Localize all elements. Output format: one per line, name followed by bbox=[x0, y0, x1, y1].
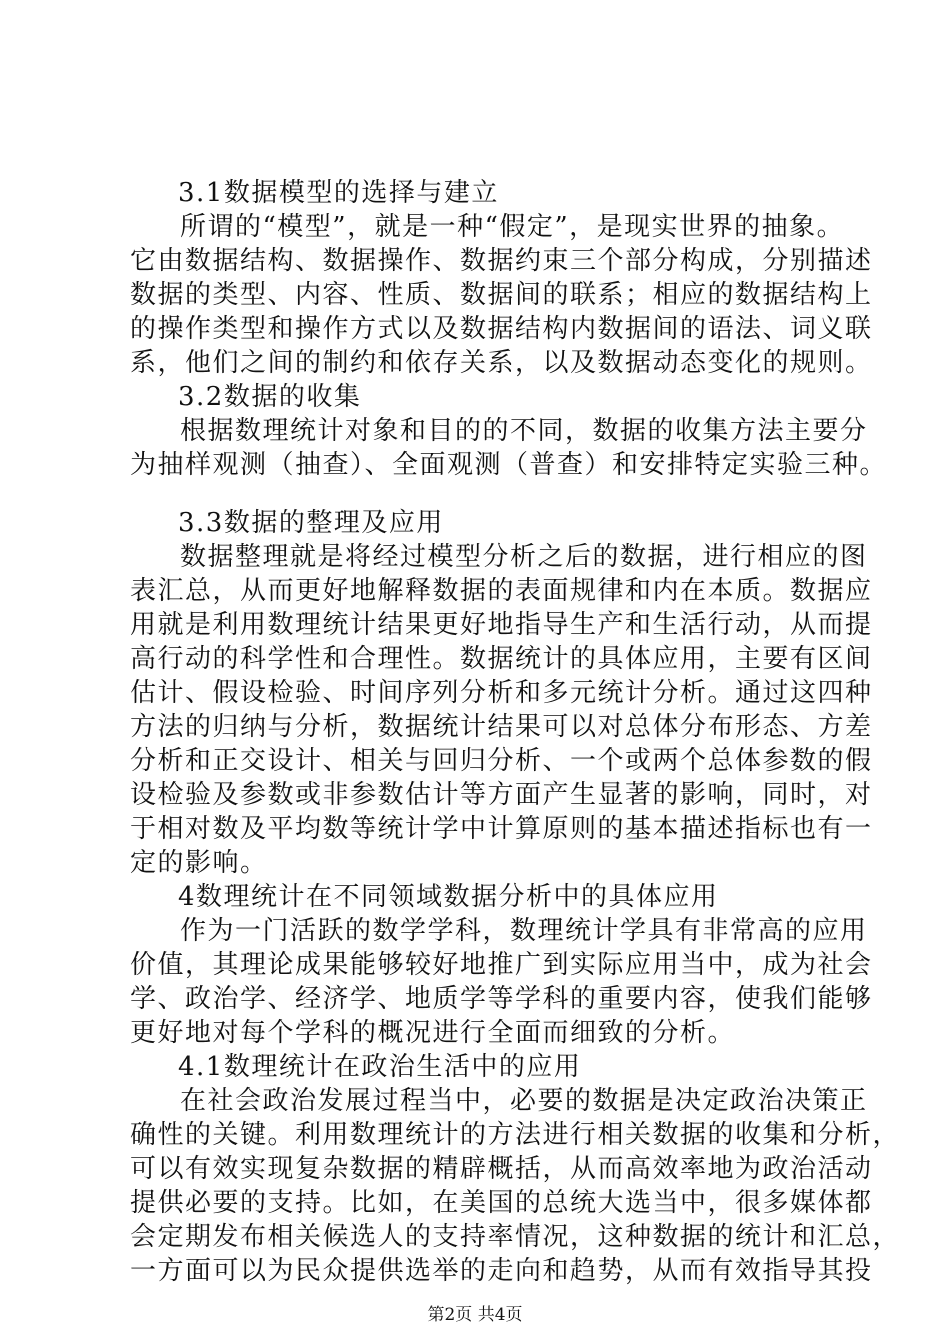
paragraph-line: 设检验及参数或非参数估计等方面产生显著的影响，同时，对 bbox=[130, 780, 873, 810]
paragraph-line: 它由数据结构、数据操作、数据约束三个部分构成，分别描述 bbox=[130, 246, 873, 276]
paragraph-line: 作为一门活跃的数学学科，数理统计学具有非常高的应用 bbox=[180, 916, 868, 946]
paragraph-line: 学、政治学、经济学、地质学等学科的重要内容，使我们能够 bbox=[130, 984, 873, 1014]
paragraph-line: 高行动的科学性和合理性。数据统计的具体应用，主要有区间 bbox=[130, 644, 873, 674]
paragraph-line: 所谓的“模型”，就是一种“假定”，是现实世界的抽象。 bbox=[180, 212, 845, 242]
heading-4-1: 4.1数理统计在政治生活中的应用 bbox=[178, 1052, 582, 1082]
heading-3-3: 3.3数据的整理及应用 bbox=[178, 508, 444, 538]
paragraph-line: 为抽样观测（抽查）、全面观测（普查）和安排特定实验三种。 bbox=[130, 450, 888, 480]
paragraph-line: 提供必要的支持。比如，在美国的总统大选当中，很多媒体都 bbox=[130, 1188, 873, 1218]
paragraph-line: 价值，其理论成果能够较好地推广到实际应用当中，成为社会 bbox=[130, 950, 873, 980]
paragraph-line: 分析和正交设计、相关与回归分析、一个或两个总体参数的假 bbox=[130, 746, 873, 776]
paragraph-line: 更好地对每个学科的概况进行全面而细致的分析。 bbox=[130, 1018, 736, 1048]
paragraph-line: 根据数理统计对象和目的的不同，数据的收集方法主要分 bbox=[180, 416, 868, 446]
paragraph-line: 会定期发布相关候选人的支持率情况，这种数据的统计和汇总， bbox=[130, 1222, 901, 1252]
heading-3-2: 3.2数据的收集 bbox=[178, 382, 362, 412]
paragraph-line: 定的影响。 bbox=[130, 848, 268, 878]
paragraph-line: 数据整理就是将经过模型分析之后的数据，进行相应的图 bbox=[180, 542, 868, 572]
page-number-footer: 第2页 共4页 bbox=[427, 1305, 523, 1325]
paragraph-line: 用就是利用数理统计结果更好地指导生产和生活行动，从而提 bbox=[130, 610, 873, 640]
heading-3-1: 3.1数据模型的选择与建立 bbox=[178, 178, 499, 208]
paragraph-line: 系，他们之间的制约和依存关系，以及数据动态变化的规则。 bbox=[130, 348, 873, 378]
paragraph-line: 数据的类型、内容、性质、数据间的联系；相应的数据结构上 bbox=[130, 280, 873, 310]
paragraph-line: 在社会政治发展过程当中，必要的数据是决定政治决策正 bbox=[180, 1086, 868, 1116]
paragraph-line: 的操作类型和操作方式以及数据结构内数据间的语法、词义联 bbox=[130, 314, 873, 344]
paragraph-line: 确性的关键。利用数理统计的方法进行相关数据的收集和分析， bbox=[130, 1120, 901, 1150]
paragraph-line: 表汇总，从而更好地解释数据的表面规律和内在本质。数据应 bbox=[130, 576, 873, 606]
paragraph-line: 可以有效实现复杂数据的精辟概括，从而高效率地为政治活动 bbox=[130, 1154, 873, 1184]
heading-4: 4数理统计在不同领域数据分析中的具体应用 bbox=[178, 882, 719, 912]
paragraph-line: 方法的归纳与分析，数据统计结果可以对总体分布形态、方差 bbox=[130, 712, 873, 742]
paragraph-line: 一方面可以为民众提供选举的走向和趋势，从而有效指导其投 bbox=[130, 1256, 873, 1286]
paragraph-line: 于相对数及平均数等统计学中计算原则的基本描述指标也有一 bbox=[130, 814, 873, 844]
paragraph-line: 估计、假设检验、时间序列分析和多元统计分析。通过这四种 bbox=[130, 678, 873, 708]
